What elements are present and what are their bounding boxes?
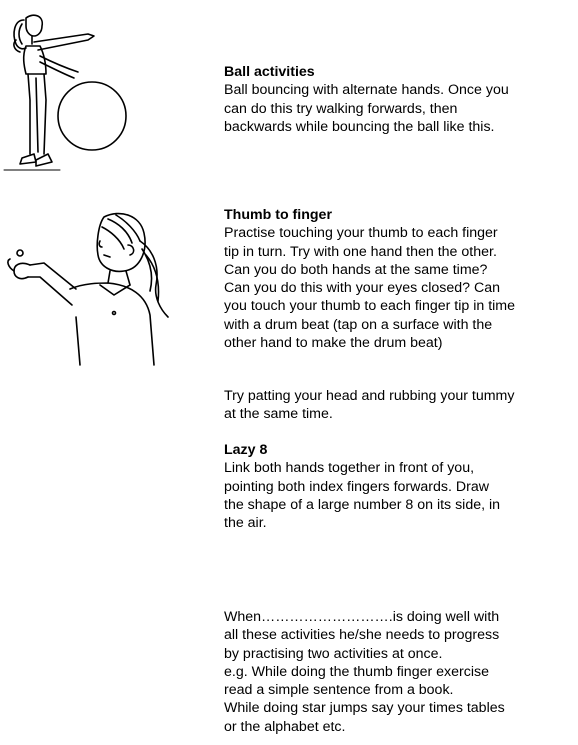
section-body: Try patting your head and rubbing your tummy at the same time. bbox=[224, 388, 515, 423]
girl-pointing-finger-illustration bbox=[0, 205, 190, 370]
section-progression bbox=[224, 608, 564, 736]
section-body: Ball bouncing with alternate hands. Once you can do this try walking forwards, then backwards while bouncing the ball like this. bbox=[224, 82, 509, 135]
section-head-and-tummy bbox=[224, 387, 564, 424]
girl-bouncing-ball-illustration bbox=[0, 0, 140, 180]
section-lazy-8 bbox=[224, 441, 564, 532]
section-body: When……………………….is doing well with all these activities he/she needs to progress by practising two activities at once. e.g. While doing the thumb finger exercise read a simple sentence from a book. While doing star jumps say your times tables or the alphabet etc. bbox=[224, 609, 505, 735]
section-body: Link both hands together in front of you, pointing both index fingers forwards. Draw the shape of a large number 8 on its side, in the air. bbox=[224, 460, 501, 532]
section-body: Practise touching your thumb to each finger tip in turn. Try with one hand then the other. Can you do both hands at the same time? Can you do this with your eyes closed? Can you touch your thumb to each finger tip in time with a drum beat (tap on a surface with the other hand to make the drum beat) bbox=[224, 225, 516, 352]
section-ball-activities bbox=[224, 63, 564, 136]
section-heading: Lazy 8 bbox=[224, 442, 268, 458]
section-thumb-to-finger bbox=[224, 206, 564, 352]
section-heading: Ball activities bbox=[224, 64, 315, 80]
section-heading: Thumb to finger bbox=[224, 207, 332, 223]
